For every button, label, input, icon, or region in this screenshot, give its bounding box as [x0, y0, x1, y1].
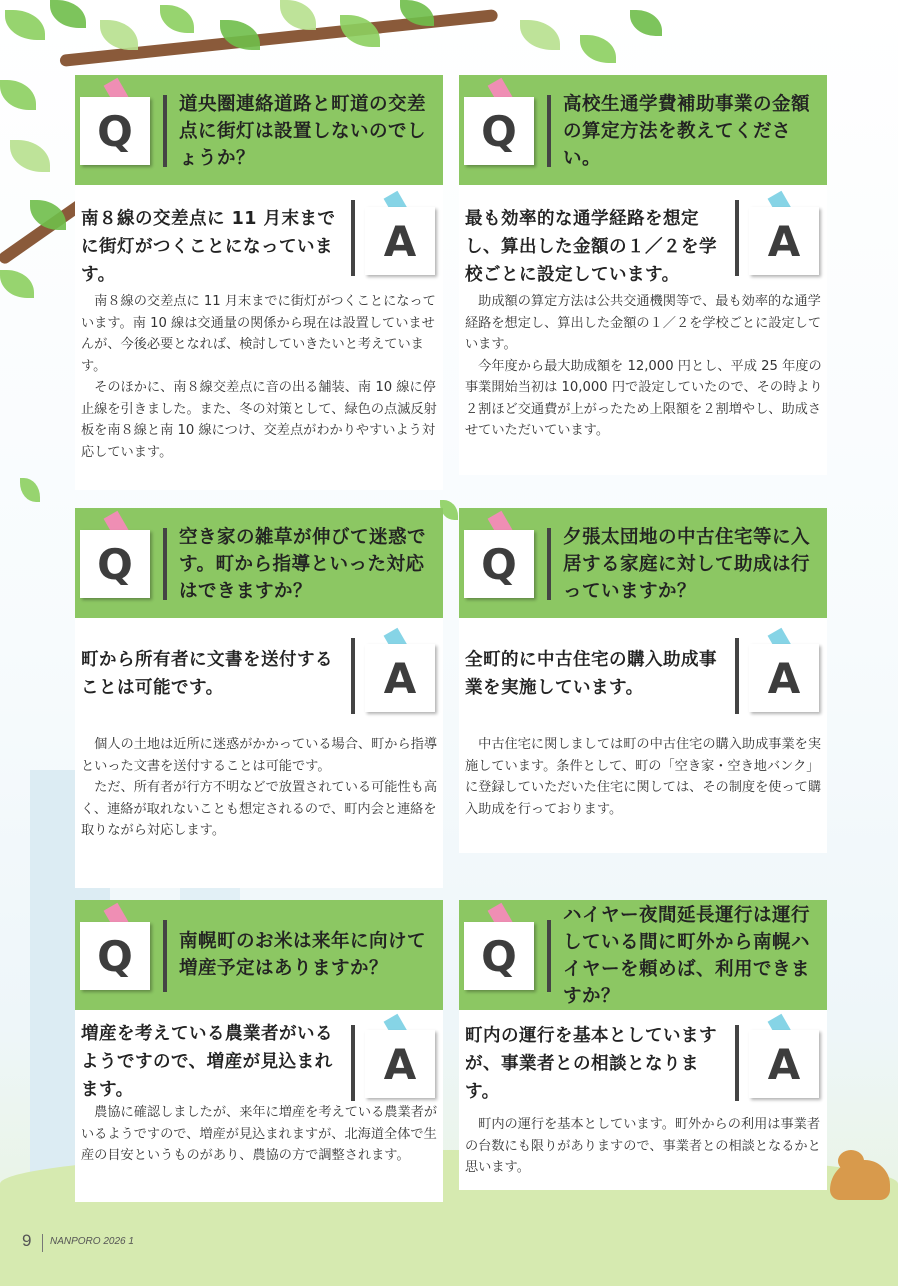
qa-card-5: [75, 900, 443, 1202]
answer-divider: [351, 638, 355, 714]
q-mark: Q: [464, 530, 534, 598]
q-mark: Q: [464, 97, 534, 165]
question-divider: [547, 920, 551, 992]
q-mark: Q: [80, 97, 150, 165]
answer-detail: 農協に確認しましたが、来年に増産を考えている農業者がいるようですので、増産が見込まれますが、北海道全体で生産の目安というものがあり、農協の方で調整されます。: [81, 1105, 438, 1163]
answer-text: 町内の運行を基本としていますが、事業者との相談となります。: [465, 1026, 717, 1102]
page-number: 9: [22, 1231, 32, 1250]
answer-divider: [735, 200, 739, 276]
answer-divider: [735, 638, 739, 714]
question-text: 高校生通学費補助事業の金額の算定方法を教えてください。: [563, 94, 811, 169]
q-mark: Q: [80, 530, 150, 598]
answer-divider: [351, 200, 355, 276]
footer-divider: [42, 1234, 43, 1252]
qa-card-6: [459, 900, 827, 1190]
qa-card-3: [75, 508, 443, 888]
qa-card-1: [75, 75, 443, 490]
question-text: 空き家の雑草が伸びて迷惑です。町から指導といった対応はできますか？: [179, 527, 427, 602]
q-mark: Q: [80, 922, 150, 990]
answer-detail: 町内の運行を基本としています。町外からの利用は事業者の台数にも限りがありますので、事業者との相談となるかと思います。: [465, 1117, 821, 1175]
magazine-name: NANPORO 2026 1: [50, 1236, 134, 1247]
answer-detail: 個人の土地は近所に迷惑がかかっている場合、町から指導といった文書を送付することは可能です。 ただ、所有者が行方不明などで放置されている可能性も高く、連絡が取れないことも想定されるので、町内会と連絡を取りながら対応します。: [81, 737, 438, 838]
a-mark: A: [749, 1030, 819, 1098]
a-mark: A: [749, 644, 819, 712]
question-divider: [547, 528, 551, 600]
question-text: 道央圏連絡道路と町道の交差点に街灯は設置しないのでしょうか？: [179, 94, 427, 169]
answer-text: 町から所有者に文書を送付することは可能です。: [81, 650, 333, 698]
answer-detail: 助成額の算定方法は公共交通機関等で、最も効率的な通学経路を想定し、算出した金額の１／２を学校ごとに設定しています。 今年度から最大助成額を 12,000 円とし、平成 25 年度の事業開始当初は 10,000 円で設定していたので、その時より２割ほど交通費が上がったため上限額を２割増やし、助成させていただいています。: [465, 294, 823, 438]
question-divider: [163, 920, 167, 992]
question-divider: [163, 95, 167, 167]
answer-text: 南８線の交差点に 11 月末までに街灯がつくことになっています。: [81, 209, 336, 285]
answer-detail: 中古住宅に関しましては町の中古住宅の購入助成事業を実施しています。条件として、町の「空き家・空き地バンク」に登録していただいた住宅に関しては、その制度を使って購入助成を行っております。: [465, 737, 822, 817]
a-mark: A: [365, 644, 435, 712]
question-text: 南幌町のお米は来年に向けて増産予定はありますか？: [179, 931, 427, 979]
a-mark: A: [749, 207, 819, 275]
answer-text: 全町的に中古住宅の購入助成事業を実施しています。: [465, 650, 717, 698]
question-text: ハイヤー夜間延長運行は運行している間に町外から南幌ハイヤーを頼めば、利用できますか？: [563, 905, 811, 1007]
answer-divider: [351, 1025, 355, 1101]
a-mark: A: [365, 1030, 435, 1098]
question-divider: [163, 528, 167, 600]
q-mark: Q: [464, 922, 534, 990]
answer-text: 最も効率的な通学経路を想定し、算出した金額の１／２を学校ごとに設定しています。: [465, 209, 717, 285]
answer-text: 増産を考えている農業者がいるようですので、増産が見込まれます。: [81, 1024, 333, 1100]
a-mark: A: [365, 207, 435, 275]
qa-card-4: [459, 508, 827, 853]
answer-detail: 南８線の交差点に 11 月末までに街灯がつくことになっています。南 10 線は交通量の関係から現在は設置していませんが、今後必要となれば、検討していきたいと考えています。 そのほかに、南８線交差点に音の出る舗装、南 10 線に停止線を引きました。また、冬の対策として、緑色の点滅反射板を南８線と南 10 線につけ、交差点がわかりやすいよう対応しています。: [81, 294, 437, 460]
question-text: 夕張太団地の中古住宅等に入居する家庭に対して助成は行っていますか？: [563, 527, 811, 602]
question-divider: [547, 95, 551, 167]
qa-card-2: [459, 75, 827, 475]
answer-divider: [735, 1025, 739, 1101]
